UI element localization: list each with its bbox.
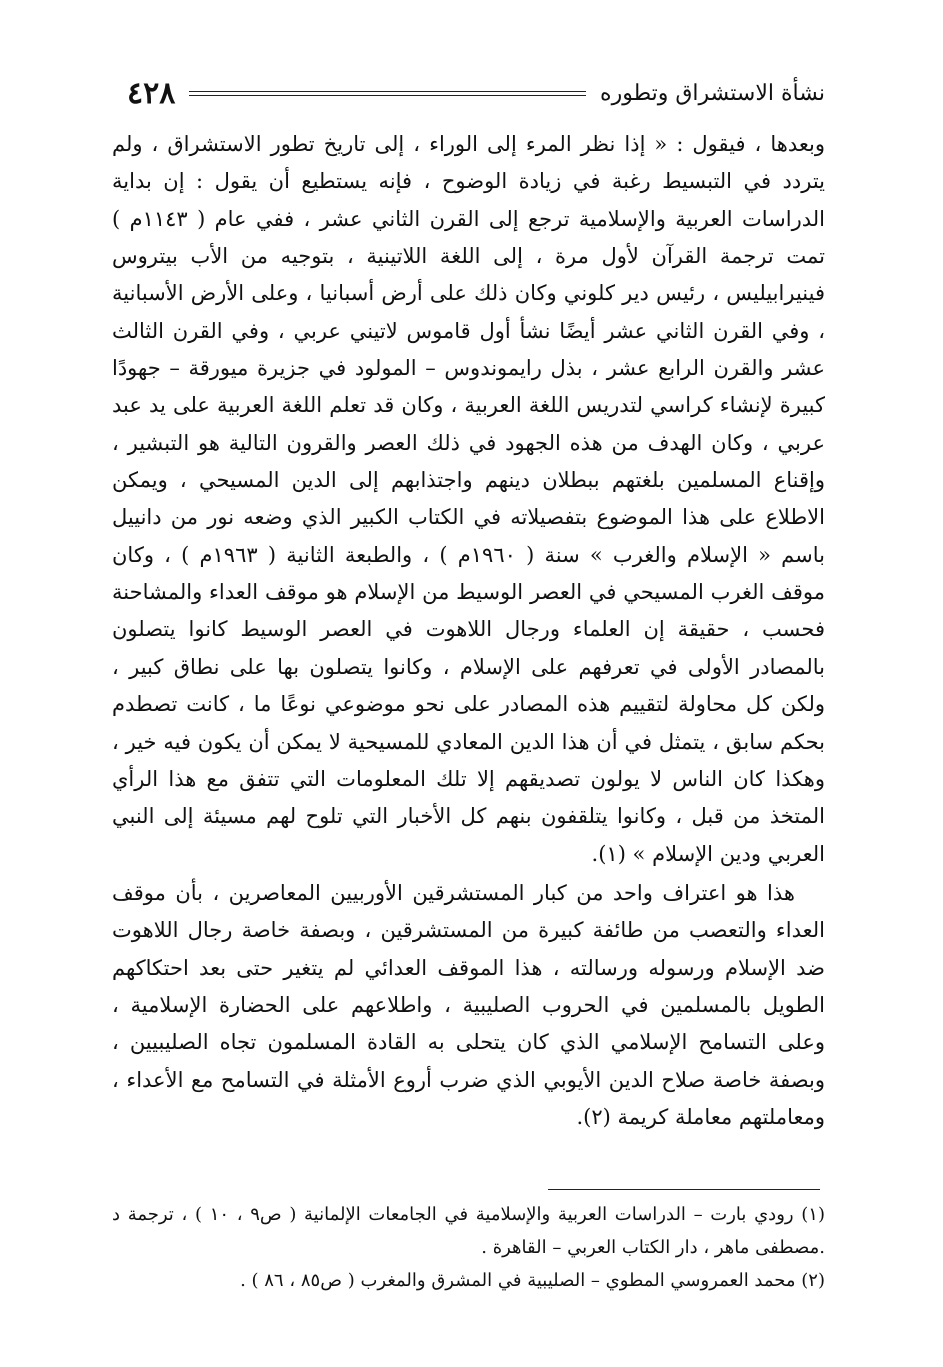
body-text bbox=[112, 126, 825, 1136]
paragraph: هذا هو اعتراف واحد من كبار المستشرقين الأوربيين المعاصرين ، بأن موقف العداء والتعصب من طائفة كبيرة من المستشرقين ، وبصفة خاصة رجال اللاهوت ضد الإسلام ورسوله ورسالته ، هذا الموقف العدائي لم يتغير حتى بعد احتكاكهم الطويل بالمسلمين في الحروب الصليبية ، واطلاعهم على الحضارة الإسلامية ، وعلى التسامح الإسلامي الذي كان يتحلى به القادة المسلمون تجاه الصليبيين ، وبصفة خاصة صلاح الدين الأيوبي الذي ضرب أروع الأمثلة في التسامح مع الأعداء ، ومعاملتهم معاملة كريمة (٢). bbox=[112, 880, 826, 1129]
running-title: نشأة الاستشراق وتطوره bbox=[600, 80, 825, 106]
page-number: ٤٢٨ bbox=[127, 75, 176, 111]
footnote-separator bbox=[548, 1189, 820, 1190]
paragraph: وبعدها ، فيقول : « إذا نظر المرء إلى الوراء ، إلى تاريخ تطور الاستشراق ، ولم يتردد في التبسيط رغبة في زيادة الوضوح ، فإنه يستطيع أن يقول : إن بداية الدراسات العربية والإسلامية ترجع إلى القرن الثاني عشر ، ففي عام ( ١١٤٣م ) تمت ترجمة القرآن لأول مرة ، إلى اللغة اللاتينية ، بتوجيه من الأب بيتروس فينيرابيليس ، رئيس دير كلوني وكان ذلك على أرض أسبانيا ، وعلى الأرض الأسبانية ، وفي القرن الثاني عشر أيضًا نشأ أول قاموس لاتيني عربي ، وفي القرن الثالث عشر والقرن الرابع عشر ، بذل رايموندوس – المولود في جزيرة ميورقة – جهودًا كبيرة لإنشاء كراسي لتدريس اللغة العربية ، وكان قد تعلم اللغة العربية على يد عبد عربي ، وكان الهدف من هذه الجهود في ذلك العصر والقرون التالية هو التبشير ، وإقناع المسلمين بلغتهم ببطلان دينهم واجتذابهم إلى الدين المسيحي ، ويمكن الاطلاع على هذا الموضوع بتفصيلاته في الكتاب الكبير الذي وضعه نور من دانييل باسم « الإسلام والغرب » سنة ( ١٩٦٠م ) ، والطبعة الثانية ( ١٩٦٣م ) ، وكان موقف الغرب المسيحي في العصر الوسيط من الإسلام هو موقف العداء والمشاحنة فحسب ، حقيقة إن العلماء ورجال اللاهوت في العصر الوسيط كانوا يتصلون بالمصادر الأولى في تعرفهم على الإسلام ، وكانوا يتصلون بها على نطاق كبير ، ولكن كل محاولة لتقييم هذه المصادر على نحو موضوعي نوعًا ما ، كانت تصطدم بحكم سابق ، يتمثل في أن هذا الدين المعادي للمسيحية لا يمكن أن يكون فيه خير ، وهكذا كان الناس لا يولون تصديقهم إلا تلك المعلومات التي تتفق مع هذا الرأي المتخذ من قبل ، وكانوا يتلقفون بنهم كل الأخبار التي تلوح لهم مسيئة إلى النبي العربي ودين الإسلام » (١). bbox=[112, 132, 825, 866]
header-rule bbox=[189, 88, 586, 99]
footnote-2: (٢) محمد العمروسي المطوي – الصليبية في المشرق والمغرب ( ص٨٥ ، ٨٦ ) . bbox=[240, 1270, 825, 1291]
footnotes bbox=[112, 1198, 825, 1297]
page-header bbox=[115, 68, 825, 118]
footnote-1: (١) رودي بارت – الدراسات العربية والإسلامية في الجامعات الإلمانية ( ص٩ ، ١٠ ) ، ترجمة د .مصطفى ماهر ، دار الكتاب العربي – القاهرة . bbox=[112, 1204, 825, 1258]
